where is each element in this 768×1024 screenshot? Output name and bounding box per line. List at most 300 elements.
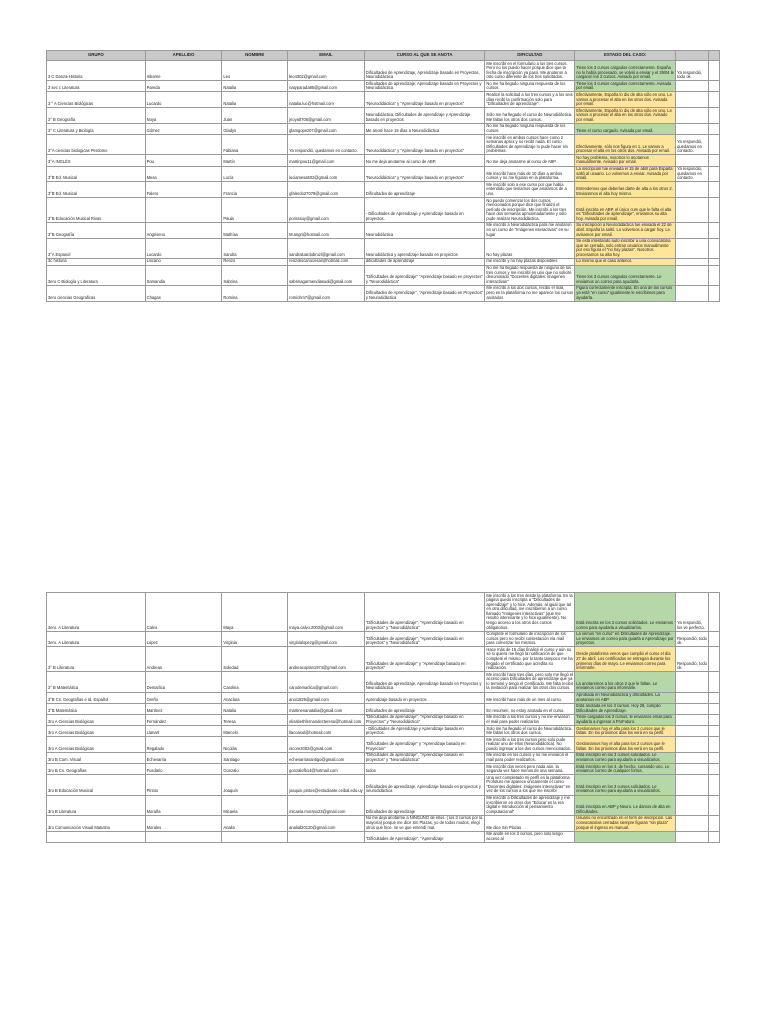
cell-nombre: Gonzalo xyxy=(222,764,288,775)
cell-nombre: Natalia xyxy=(222,92,288,108)
cell-apellido: Martínez xyxy=(145,703,222,714)
status-cell: Está inscripto en los 3, de hecho, cursando uno. Le enviamos correo de cualquier forma. xyxy=(575,764,676,775)
status-cell: La anotaremos a los otros 2 que le faltan. Le enviamos correo para informarle. xyxy=(575,672,676,692)
cell-email: anoi1829@gmail.com xyxy=(288,692,365,703)
cell-blank xyxy=(708,258,719,265)
cell-grupo: 3ro B Educación Musical xyxy=(47,775,146,795)
table-row xyxy=(47,831,720,842)
cell-email: gonzalofb14@hotmail.com xyxy=(288,764,365,775)
cell-dificultad: Me dice Sin Plazas xyxy=(485,815,575,831)
cell-curso: Dificultades de Aprendizaje, Aprendizaje basado en Proyectos, Neurodidáctica xyxy=(364,61,485,81)
header-nombre: NOMBRE xyxy=(222,51,288,61)
cell-blank xyxy=(708,831,719,842)
table-row xyxy=(47,795,720,815)
header-estado: ESTADO DEL CASO: xyxy=(575,51,676,61)
cell-nota xyxy=(676,775,709,795)
cell-nombre: Virginia xyxy=(222,631,288,647)
header-dificultad: DIFICULTAD xyxy=(485,51,575,61)
table-row xyxy=(47,258,720,265)
cell-nombre: Santiago xyxy=(222,752,288,763)
cell-nota xyxy=(676,672,709,692)
cell-grupo: 3ero. A Literatura xyxy=(47,593,146,632)
cell-nombre: Carolina xyxy=(222,672,288,692)
cell-blank xyxy=(708,198,719,223)
cell-apellido: Calvo xyxy=(145,593,222,632)
cell-nombre: Maya xyxy=(222,593,288,632)
header-blank xyxy=(676,51,709,61)
cell-email: glamgopez07@gmail.com xyxy=(288,123,365,134)
cell-grupo: 3° B Geografía xyxy=(47,108,146,124)
cell-dificultad: Me inscribí a los tres cursos pero solo pude realizar uno de ellos (Neurodidáctica). No puedo ingresar a los dos cursos mencionados. xyxy=(485,737,575,753)
table-row xyxy=(47,703,720,714)
header-email: EMAIL xyxy=(288,51,365,61)
status-cell: Está inscripto en los 3 cursos solicitados. Le enviamos correo para ayudarla a visualizarlos. xyxy=(575,752,676,763)
cell-grupo: 3ero. A Literatura xyxy=(47,631,146,647)
status-cell: Efectivamente, sólo nos figura en 1. Le vamos a procesar el alta en los otros dos. Avisada por email. xyxy=(575,135,676,155)
status-cell: Está inscripto en los 3 cursos solicitados. Le enviamos correo para ayudarla a visualizarlos. xyxy=(575,775,676,795)
cell-email: maya.calvo.2003@gmail.com xyxy=(288,593,365,632)
cell-apellido: Demarlica xyxy=(145,672,222,692)
cell-apellido: Fernández xyxy=(145,714,222,725)
cell-grupo xyxy=(47,831,146,842)
cell-nota: Ya respondió, quedamos en contacto. xyxy=(676,166,709,182)
cell-email: luciamesa502@gmail.com xyxy=(288,166,365,182)
cell-curso: No me deja anotarme al curso de ABP. xyxy=(364,155,485,166)
cell-grupo: 3°B Educación Musical Rivas xyxy=(47,198,146,223)
cell-grupo: 3ro B Cs. Geografías xyxy=(47,764,146,775)
status-cell: Gestionamos hoy el alta para los 2 cursos que le faltan. En los próximos días los verá en su perfil. xyxy=(575,726,676,737)
table-row xyxy=(47,672,720,692)
cell-grupo: 3°B Ed. Musical xyxy=(47,166,146,182)
cell-grupo: 3ro B Literatura xyxy=(47,795,146,815)
table-row xyxy=(47,714,720,725)
cell-blank xyxy=(708,752,719,763)
cell-nombre: Analia xyxy=(222,815,288,831)
cell-nombre: Nicolás xyxy=(222,737,288,753)
cell-blank xyxy=(708,737,719,753)
cell-dificultad: No me ha llegado respuesta de ninguno de los tres cursos y me inscribí en uno que no solicité denominado "Docentes digitales: imagenes interactivas" xyxy=(485,265,575,285)
cell-apellido: Mesa xyxy=(145,166,222,182)
cell-curso: Neurodidáctica xyxy=(364,222,485,238)
table-row xyxy=(47,265,720,285)
status-cell: Figura correctamente inscripta. En una de las cursos ya está "en curso" igualmente le escribimos para ayudarla. xyxy=(575,285,676,301)
cell-grupo: 3ro Comunicación Visual Matutino xyxy=(47,815,146,831)
status-cell: Efectivamente, España lo dio de alta sólo en uno. Le vamos a procesar el alta en los otros dos. Avisado por email. xyxy=(575,108,676,124)
cell-dificultad: Me inscribí en los cursos y no me enviaron el mail para poder realizarlos. xyxy=(485,752,575,763)
cell-apellido: Llanart xyxy=(145,726,222,737)
cell-dificultad: Me inscribí solo a ese curso por que había entendido que teníamos que anotarnos de a uno. xyxy=(485,182,575,198)
cases-table-2 xyxy=(46,592,720,843)
cell-blank xyxy=(708,92,719,108)
cell-nombre: Mathías xyxy=(222,222,288,238)
cell-grupo: 3ro A Ciencias Biológicas xyxy=(47,726,146,737)
cell-apellido: López xyxy=(145,631,222,647)
cell-apellido: Samandia xyxy=(145,265,222,285)
status-cell: Usuario no encontrado en el form de inscripción. Las convocatorias cerradas siempre figuran "sin plaza" porque el ingreso es manual. xyxy=(575,815,676,831)
table-row xyxy=(47,647,720,672)
cell-curso: todos xyxy=(364,764,485,775)
cell-grupo: 3° C Literatura y Biología xyxy=(47,123,146,134)
cell-nombre: Marcelo xyxy=(222,726,288,737)
cell-curso: Me anoté hace 15 días a Neurodidáctica xyxy=(364,123,485,134)
cell-nombre: Sabrina xyxy=(222,265,288,285)
status-cell: Tiene el curso cargado. Avisada por email. xyxy=(575,123,676,134)
cell-nota xyxy=(676,182,709,198)
cell-nombre: Natalia xyxy=(222,81,288,92)
cell-apellido: Pareda xyxy=(145,81,222,92)
cell-dificultad: Me inscribí dos veces pero nada aún. la segunda vez hace menos de una semana. xyxy=(485,764,575,775)
cell-nombre: Micaela xyxy=(222,795,288,815)
cell-email: natyparada85@gmail.com xyxy=(288,81,365,92)
cell-dificultad: No hay plazas xyxy=(485,238,575,258)
cell-email: jnoya0706@gmail.com xyxy=(288,108,365,124)
table-row xyxy=(47,81,720,92)
cell-nombre: Lucía xyxy=(222,166,288,182)
cell-email: analiaf20120@gmail.com xyxy=(288,815,365,831)
cell-dificultad: Me inscribí a los tres cursos y no me enviaron el mail para poder realizarlos xyxy=(485,714,575,725)
header-curso: CURSO AL QUE SE ANOTA xyxy=(364,51,485,61)
cell-email: porirasuy@gmail.com xyxy=(288,198,365,223)
status-cell: Lo mismo que el caso anterior. xyxy=(575,258,676,265)
cell-nombre: Romina xyxy=(222,285,288,301)
status-cell: No hay problema, nosotros lo anotamos manualmente. Avisado por email. xyxy=(575,155,676,166)
status-cell: La vemos "en curso" en Dificultades de Aprendizaje. Le enviamos un correo para guiarla a Aprendizaje por proyectos. xyxy=(576,631,674,646)
cell-blank xyxy=(708,285,719,301)
cell-grupo: 3°B Ed. Musical xyxy=(47,182,146,198)
cell-nombre: Natalia xyxy=(222,703,288,714)
status-cell: Está anotada en los 3 cursos. Hoy 29, cumplió Dificultades de Aprendizaje. xyxy=(575,703,676,714)
cell-nota xyxy=(676,795,709,815)
cell-grupo: 3°A ciencias biologicas Perdomo xyxy=(47,135,146,155)
cell-grupo: 3 sec c Literatura xyxy=(47,81,146,92)
cell-email: andreacoplan1974@gmail.com xyxy=(288,647,365,672)
table-row xyxy=(47,92,720,108)
cell-apellido: Morales xyxy=(145,815,222,831)
table-row xyxy=(47,692,720,703)
cell-nota xyxy=(676,238,709,258)
table-row xyxy=(47,285,720,301)
cell-grupo: 3°A INGLÉS xyxy=(47,155,146,166)
cell-grupo: 3°A Espanol xyxy=(47,238,146,258)
cell-apellido: Lucardo xyxy=(145,92,222,108)
table-row xyxy=(47,593,720,632)
cell-dificultad: No puedo comenzar los dos cursos mencionados porque dice que finalizó el período de inscripción. Me inscribí a los tres hace dos semanas aproximadamente y sólo pude realizar Neurodidáctica. xyxy=(485,198,575,223)
cell-curso: "Dificultades de aprendizaje", "Aprendizaje basado en proyectos" y "Neurodidáctica" xyxy=(364,631,485,647)
cell-grupo: 3° B Literatura xyxy=(47,647,146,672)
cell-nota xyxy=(676,714,709,725)
cell-nombre: Francia xyxy=(222,182,288,198)
status-cell: Efectivamente, España lo dio de alta sólo en uno. Le vamos a procesar el alta en los otros dos. Avisada por email. xyxy=(575,92,676,108)
cell-nombre: Paula xyxy=(222,198,288,223)
table-row xyxy=(47,737,720,753)
cell-blank xyxy=(708,61,719,81)
cell-dificultad: Me inscribí a los tres desde la plataforma. En la página quedó inscripta a "Dificultades de aprendizaje" y lo hice. Además, al igual que tal en otra dificultad, me inscribieron a un curso llamado "Imágenes interactivas" (que me resultó interesante y lo hice igualmente). No tengo acceso a los otros dos cursos obligatorios. xyxy=(485,593,575,632)
cell-grupo: 3 C Danza-Historia xyxy=(47,61,146,81)
cell-dificultad: Hace más de 15 días finalicé el curso y aún no sé si quiera me llegó la notificación de que completé el mismo, por lo tanto tampoco me ha llegado el certificado que acredita su realización. xyxy=(485,647,575,672)
status-cell: Tiene los 3 cursos cargados correctamente. España no lo había procesado, se volvió a enviar y el 29/04 le cargaron los 3 cursos. Avisado por email. xyxy=(575,61,676,81)
cell-blank xyxy=(708,81,719,92)
cell-apellido: Noya xyxy=(145,108,222,124)
cell-apellido xyxy=(145,198,222,223)
cell-nombre: Joaquín xyxy=(222,775,288,795)
cell-curso: "Dificultades de aprendizaje", "Aprendizaje basado en Proyectos" y "Neurodidáctica" xyxy=(364,714,485,725)
cell-dificultad: No me ha llegado ninguna respuesta de los cursos xyxy=(485,123,575,134)
table-row xyxy=(47,61,720,81)
cell-nota xyxy=(676,831,709,842)
cell-email: Ya respondió, quedamos en contacto. xyxy=(288,135,365,155)
cell-grupo: 3ro A Ciencias Biológicas xyxy=(47,737,146,753)
cell-apellido: Pintos xyxy=(145,775,222,795)
cell-blank xyxy=(708,764,719,775)
cell-curso: "Dificultades de Aprendizaje", "Aprendizaje xyxy=(364,831,485,842)
cell-nota xyxy=(676,155,709,166)
cell-curso: Dificultades de aprendizaje xyxy=(364,703,485,714)
cell-grupo: 3ero C Biología y Literatura xyxy=(47,265,146,285)
cell-curso: "Neurodidáctica" y "Aprendizaje basado en proyectos" xyxy=(364,92,485,108)
cell-email: elisabethfernandezteresa@hotmail.com xyxy=(288,714,365,725)
cell-nota: Ya respondió, todo ok. xyxy=(676,61,709,81)
cell-dificultad: Una vez completado mi perfil en la plataforma Profuturo me aparece únicamente el curso "Docentes digitales: imágenes interactivas" en vez de los cursos a los que me inscribí xyxy=(485,775,575,795)
cell-curso: "Dificultades de aprendizaje", "Aprendizaje basado en proyectos" y "Neurodidáctica" xyxy=(364,593,485,632)
cell-dificultad: En resumen, no estoy anotada en el curso. xyxy=(485,703,575,714)
cell-apellido xyxy=(145,831,222,842)
cell-email: martinpou11@gmail.com xyxy=(288,155,365,166)
cell-email: virginialopezg@gmail.com xyxy=(288,631,365,647)
cell-grupo: 3ro B Com. Visual xyxy=(47,752,146,763)
cell-blank xyxy=(708,265,719,285)
cell-curso: - Dificultades de Aprendizaje y Aprendizaje basado en proyectos. xyxy=(364,726,485,737)
cell-email: sabrinagarmendiasudi@gmail.com xyxy=(288,265,365,285)
header-apellido: APELLIDO xyxy=(145,51,222,61)
cell-apellido xyxy=(145,135,222,155)
cell-email: leo4302@gmail.com xyxy=(288,61,365,81)
cell-apellido: Pou xyxy=(145,155,222,166)
cell-grupo: 3c historia xyxy=(47,258,146,265)
cell-curso: "Neurodidáctica" y "Aprendizaje basado en proyectos" xyxy=(364,135,485,155)
cell-dificultad: Completé el formulario de inscripción de los cursos pero no recibí contestación vía mail para comenzar los mismos. xyxy=(485,631,575,647)
cell-blank xyxy=(708,182,719,198)
header-grupo: GRUPO xyxy=(47,51,146,61)
cell-blank xyxy=(708,714,719,725)
cell-curso: "Dificultades de aprendizaje" y "Aprendizaje basado en proyectos" xyxy=(364,647,485,672)
cell-blank xyxy=(708,703,719,714)
cell-grupo: 3 ° A Ciencias Biológicas xyxy=(47,92,146,108)
cell-grupo: 3° B Matemática xyxy=(47,672,146,692)
cell-dificultad: Me inscribí en el formulario a los tres cursos. Pero no los puedo hacer porque dice que la fecha de inscripción ya pasó. Me anoteron a otro curso diferente de los tres solicitados. xyxy=(485,61,575,81)
cell-curso: Neurodidáctica, Dificultades de aprendizaje y Aprendizaje basado en proyectos xyxy=(364,108,485,124)
cell-apellido: Fusdario xyxy=(145,764,222,775)
cell-nombre: Soledad xyxy=(222,647,288,672)
cell-apellido: Falero xyxy=(145,182,222,198)
cell-email: natalia.luc@hotmail.com xyxy=(288,92,365,108)
cell-curso: No me deja anotarme a NINGUNO de ellos. ( los 3 cursos por la mayoría) porque me dice Sin Plazas, yo de todos modos, elegí otros que hice. se ve que entendí mal. xyxy=(364,815,485,831)
cell-dificultad: Me inscribí hace más de 10 días a ambos cursos y no me figuran en la plataforma. xyxy=(485,166,575,182)
cell-nombre: Leo xyxy=(222,61,288,81)
status-cell xyxy=(575,831,676,842)
cell-blank xyxy=(708,108,719,124)
cell-curso: "Dificultades de aprendizaje" "Aprendizaje basado en proyectos" y "Neurodidáctica" xyxy=(364,265,485,285)
cell-email: joaquin.pintos@estudiante.ceibal.edu.uy xyxy=(288,775,365,795)
status-cell: Está inscrita en los 3 cursos solicitados. Le enviamos correo para ayudarla a visualizarlos. xyxy=(575,593,676,632)
cell-nombre: Sandra xyxy=(222,238,288,258)
header-row xyxy=(47,51,720,61)
cell-dificultad: me inscribí y no hay plazas disponibles xyxy=(485,258,575,265)
table-row xyxy=(47,182,720,198)
cell-nota xyxy=(676,815,709,831)
cell-nombre xyxy=(222,831,288,842)
cell-blank xyxy=(708,238,719,258)
status-cell: La inscripción fue enviada el 15 de abril para España saltó al usuario. Lo volvemos a enviar. Avisada por email. xyxy=(575,166,676,182)
cell-curso: "Neurodidáctica" y "Aprendizaje basado en proyectos" xyxy=(364,166,485,182)
cell-nombre: Gladys xyxy=(222,123,288,134)
cell-email: sandraluardobruzl@gmail.com xyxy=(288,238,365,258)
status-cell: Su inscripción a Neurodidáctica fue enviada el 22 de abril. España la saltó. Lo volvemos a cargar hoy. Le avisamos por email. xyxy=(575,222,676,238)
cell-curso: Dificultades de aprendizaje; Aprendizaje basado en Proyectos y Neurodidáctica xyxy=(364,81,485,92)
table-row xyxy=(47,726,720,737)
table-row xyxy=(47,238,720,258)
cell-grupo: 3ero ciencias Geograficas xyxy=(47,285,146,301)
table-row xyxy=(47,815,720,831)
cell-curso: dificultades de aprendizaje xyxy=(364,258,485,265)
cell-dificultad: Me inscribí a Dificultades de aprendizaje y me inscribieron en otros dos "Educar en la era digital e Introducción al pensamiento computacional" xyxy=(485,795,575,815)
cell-nota xyxy=(676,285,709,301)
cell-blank xyxy=(708,135,719,155)
status-cell: Está inscrita en ABP, el único cum que le falta el alta es "Dificultades de aprendizaje", enviamos su alta hoy. Avisada por email. xyxy=(575,198,676,223)
cell-blank xyxy=(708,166,719,182)
cell-curso: "Dificultades de aprendizaje", "Aprendizaje basado en proyectos" y "Neurodidáctica" xyxy=(364,752,485,763)
cell-blank xyxy=(708,775,719,795)
cell-dificultad: Realicé la solicitud a los tres cursos y a los seis días recibí la confirmación solo para "Dificultades de aprendizaje". xyxy=(485,92,575,108)
table-row xyxy=(47,752,720,763)
cell-nota xyxy=(676,726,709,737)
cell-email xyxy=(288,831,365,842)
status-cell: Tiene los 3 cursos cargados correctamente. Le enviamos un correo para ayudarla. xyxy=(575,265,676,285)
cell-nombre: Teresa xyxy=(222,714,288,725)
cell-nota xyxy=(676,703,709,714)
cell-email: renzoliscanocesar@hotmail.com xyxy=(288,258,365,265)
cell-blank xyxy=(708,726,719,737)
cell-blank xyxy=(708,123,719,134)
cell-nombre: Anaclara xyxy=(222,692,288,703)
cell-nota xyxy=(676,692,709,703)
cell-email: martinenanatalia@gmail.com xyxy=(288,703,365,714)
cell-nota: Respondió, todo ok. xyxy=(676,647,709,672)
cell-apellido: Oreño xyxy=(145,692,222,703)
cell-curso: Dificultades de aprendizaje xyxy=(364,795,485,815)
cell-dificultad: Me inscribí hace más de un mes al curso. xyxy=(485,692,575,703)
cell-apellido: Lucardo xyxy=(145,238,222,258)
cell-grupo: 3ro A Ciencias Biológicas xyxy=(47,714,146,725)
cell-dificultad: me inscribí en ambos cursos hace como 2 semanas aprox y no recibí nada. El curso Dificultades de aprendizaje lo pude hacer sin problemas. xyxy=(485,135,575,155)
cell-blank xyxy=(708,155,719,166)
cell-dificultad: Me inscribí a Neurodidáctica para me anotaron en un curso de "Imágenes interactivas" en su lugar xyxy=(485,222,575,238)
cell-dificultad: Solo me ha llegado el curso de Neurodidáctica. Me faltan los otros dos cursos. xyxy=(485,726,575,737)
cell-nota: Ya respondió, quedamos en contacto. xyxy=(676,135,709,155)
cell-nota xyxy=(676,265,709,285)
cell-email: micaela.moranx23@gmail.com xyxy=(288,795,365,815)
cell-apellido: Liscano xyxy=(145,258,222,265)
cell-apellido: Angriseno xyxy=(145,222,222,238)
cell-apellido: Gómez xyxy=(145,123,222,134)
cell-grupo: 3°B Cs. Geografías e Id. Español xyxy=(47,692,146,703)
header-blank-2 xyxy=(708,51,719,61)
cell-nota xyxy=(676,92,709,108)
cell-blank xyxy=(708,815,719,831)
table-row xyxy=(47,764,720,775)
cell-nota xyxy=(676,764,709,775)
cell-nota: Respondió, todo ok. xyxy=(676,631,709,647)
cell-email: carodemarlica@gmail.com xyxy=(288,672,365,692)
cell-nota: Ya respondió, los ve perfecto. xyxy=(676,593,709,632)
cell-apellido: Regalado xyxy=(145,737,222,753)
table-row xyxy=(47,108,720,124)
status-cell: Gestionamos hoy el alta para los 2 cursos que le faltan. En los próximos días los verá en su perfil. xyxy=(575,737,676,753)
cell-curso: Dificultades de aprendizaje xyxy=(364,182,485,198)
cell-email: romichm7@gmail.com xyxy=(288,285,365,301)
cell-nota xyxy=(676,258,709,265)
cell-dificultad: No me deja anotarme al curso de ABP. xyxy=(485,155,575,166)
cell-nota xyxy=(676,737,709,753)
cell-dificultad: Me anoté en los 3 cursos, pero sólo tengo acceso al xyxy=(485,831,575,842)
cell-nombre: Martín xyxy=(222,155,288,166)
cell-nota xyxy=(676,198,709,223)
cell-dificultad: Sólo me ha llegado el curso de Neurodidáctica. Me faltan los otros dos cursos. xyxy=(485,108,575,124)
status-cell: Aprobada en Neurodidáctica y dificultades. La anotamos en ABP. xyxy=(575,692,676,703)
cell-nombre: Juan xyxy=(222,108,288,124)
table-row xyxy=(47,166,720,182)
cell-dificultad: Me inscribí a los dos cursos, recibo el mail, pero en la plataforma no me aparece los cursos anotados xyxy=(486,285,574,300)
cell-blank xyxy=(708,672,719,692)
cases-table-1 xyxy=(46,50,720,302)
cell-blank xyxy=(708,692,719,703)
status-cell: Está inscripta en ABP y Neuro. Le damos de alta en Dificultades. xyxy=(575,795,676,815)
cell-curso: - Dificultades de Aprendizaje y Aprendizaje basado en proyectos. xyxy=(364,198,485,223)
cell-blank xyxy=(708,222,719,238)
cell-curso: "Dificultades de aprendizaje" y "Aprendizaje basado en Proyectos" xyxy=(364,737,485,753)
cell-nota xyxy=(676,222,709,238)
cell-curso: Aprendizaje basado en proyectos xyxy=(364,692,485,703)
cell-blank xyxy=(708,593,719,632)
table-row xyxy=(47,135,720,155)
cell-grupo: 3°B Matemática xyxy=(47,703,146,714)
cell-nombre: Renzo xyxy=(222,258,288,265)
cell-apellido: Echevarria xyxy=(145,752,222,763)
cell-curso: Dificultades de Aprendizaje", "Aprendizaje basado en Proyectos" y Neurodidáctica xyxy=(364,285,485,301)
cell-grupo: 3°B Geografía xyxy=(47,222,146,238)
table-row xyxy=(47,155,720,166)
status-cell: Entendemos que deberías darte de alta a los otros 2. Enviaremos el alta hoy mismo. xyxy=(575,182,676,198)
cell-apellido: Andreas xyxy=(145,647,222,672)
cell-nota xyxy=(676,108,709,124)
table-row xyxy=(47,123,720,134)
table-row xyxy=(47,631,720,647)
cell-nota xyxy=(676,81,709,92)
table-row xyxy=(47,198,720,223)
cell-blank xyxy=(708,647,719,672)
cell-blank xyxy=(708,795,719,815)
cell-email: M.angri@hotmail.com xyxy=(288,222,365,238)
cell-curso: Dificultades de aprendizaje, Aprendizaje basado en proyectos y neurodidáctica xyxy=(364,775,485,795)
cell-blank xyxy=(708,631,719,647)
cell-nombre: Fabiana xyxy=(222,135,288,155)
cell-nota xyxy=(676,123,709,134)
cell-apellido: Iribarne xyxy=(145,61,222,81)
status-cell: Tiene los 3 cursos cargados correctamente. Avisada por email. xyxy=(575,81,676,92)
cell-dificultad: No me ha llegado ninguna respuesta de los cursos xyxy=(485,81,575,92)
cell-apellido: Moraña xyxy=(145,795,222,815)
cell-email: nicore2002@gmail.com xyxy=(288,737,365,753)
cell-apellido: Chagas xyxy=(145,285,222,301)
